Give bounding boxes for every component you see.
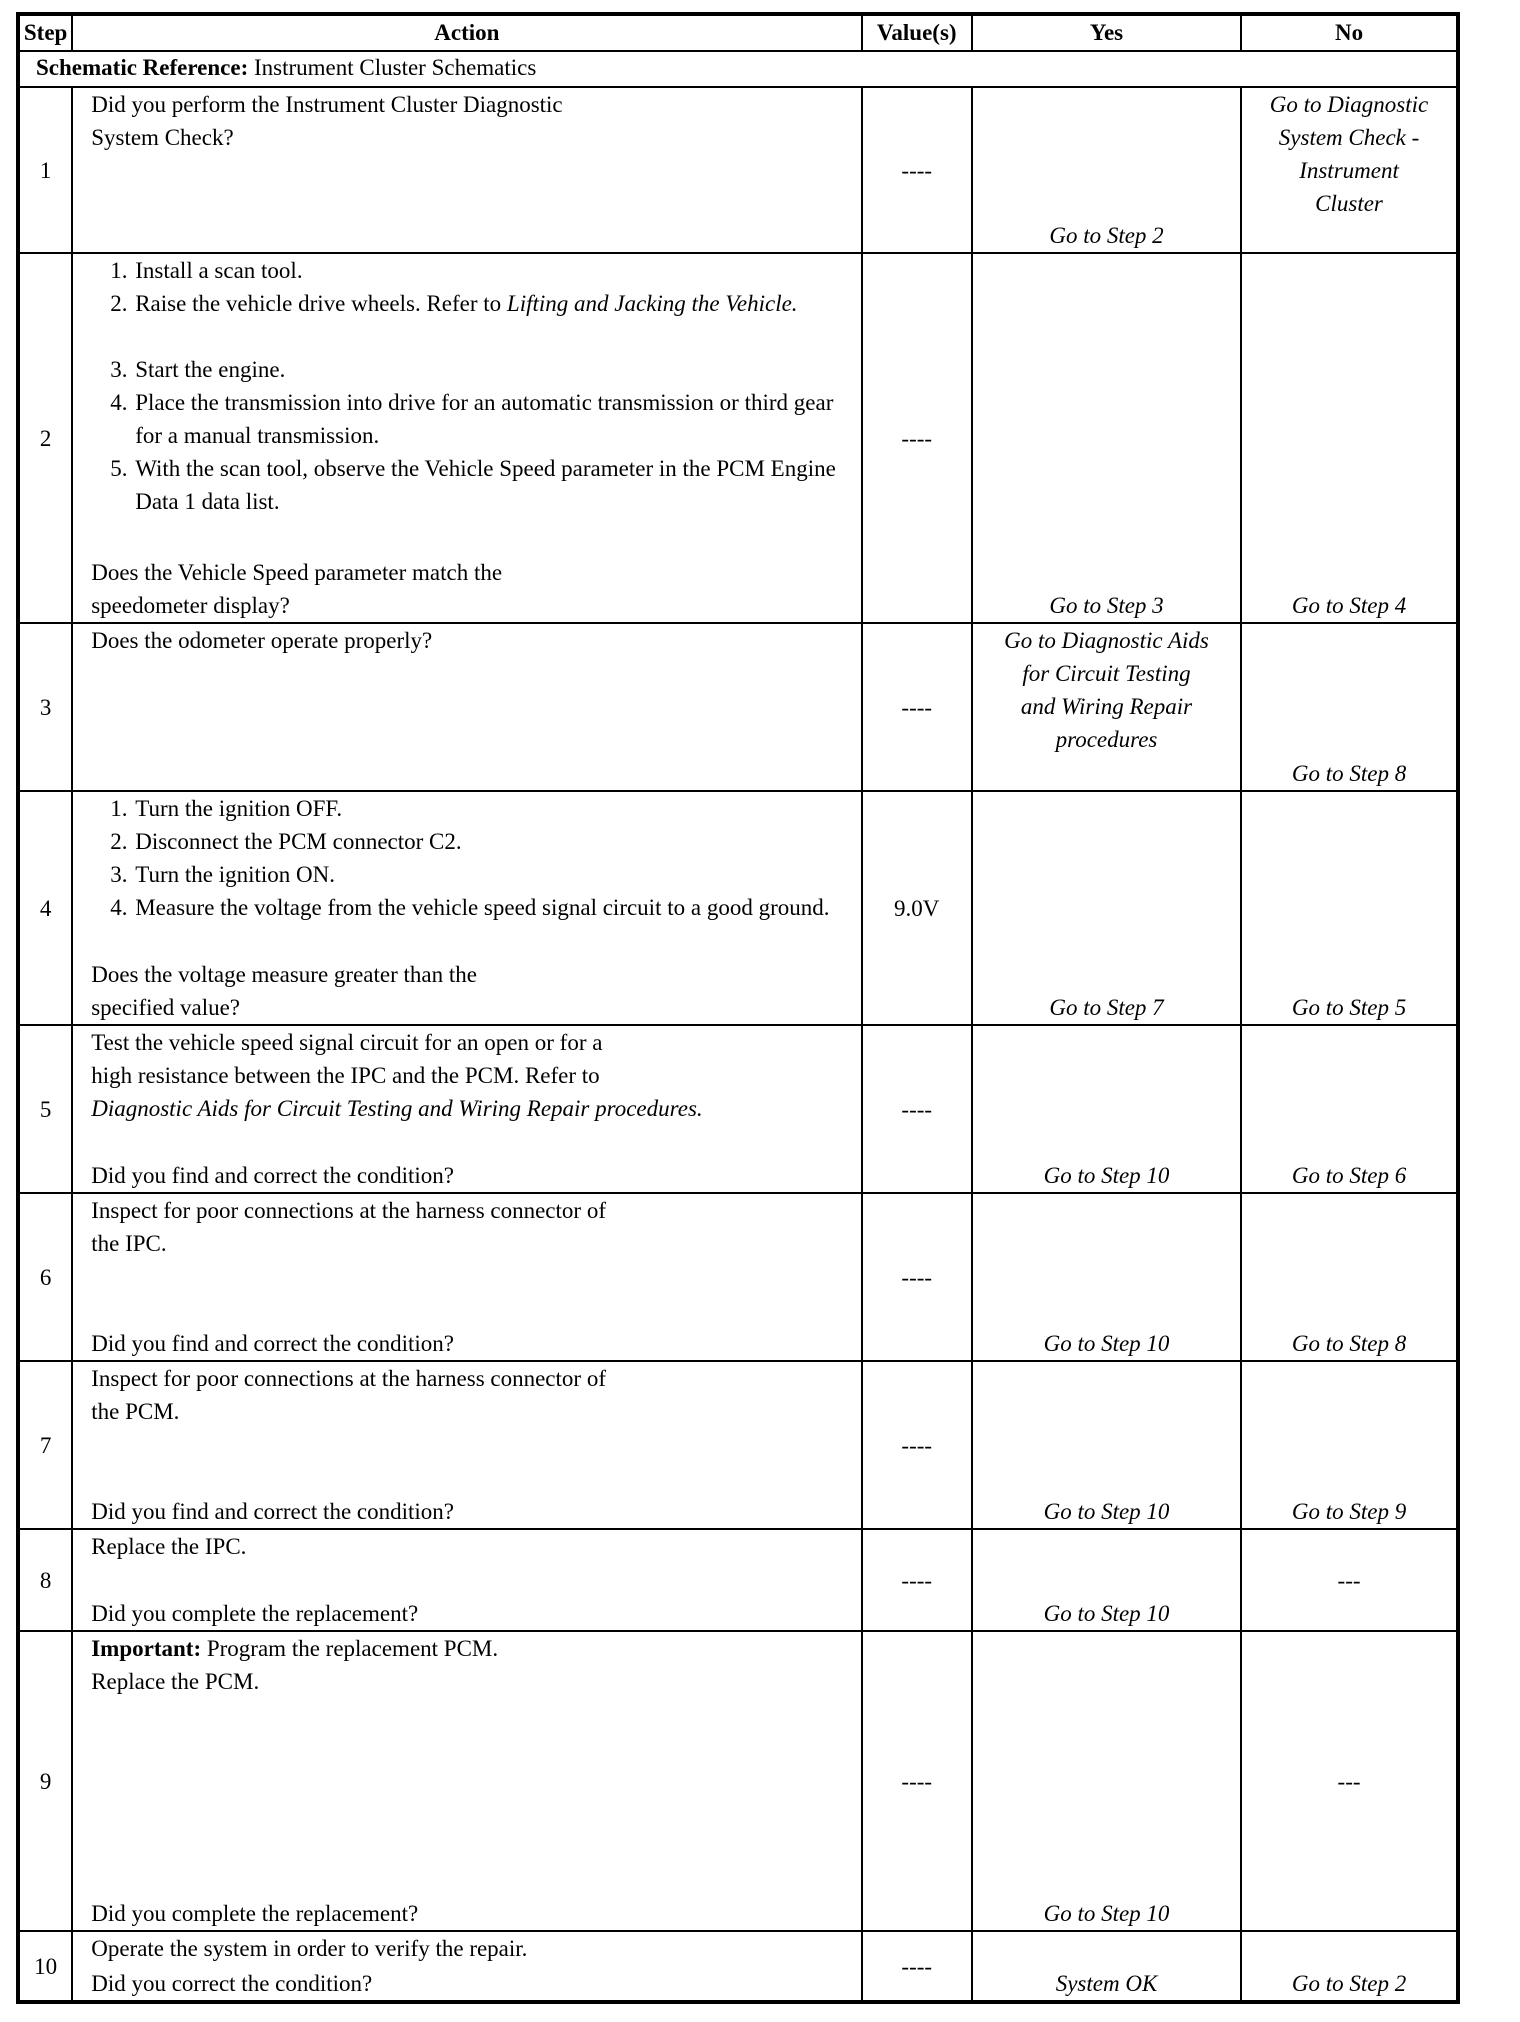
important-note: Important: Program the replacement PCM. <box>91 1636 499 1661</box>
action-text: Did you perform the Instrument Cluster Diagnostic <box>91 92 563 117</box>
header-values: Value(s) <box>862 14 972 51</box>
no-link[interactable]: Go to Step 2 <box>1291 1971 1407 1996</box>
reference-link[interactable]: Diagnostic Aids for Circuit Testing and Wiring Repair procedures. <box>91 1096 703 1121</box>
yes-link[interactable]: procedures <box>1055 727 1158 752</box>
question-text: Does the voltage measure greater than the specified value? <box>91 962 477 1020</box>
yes-link[interactable]: Go to Step 7 <box>1049 995 1164 1020</box>
question-text: Does the Vehicle Speed parameter match the speedometer display? <box>91 560 503 618</box>
action-cell <box>72 253 861 623</box>
no-cell <box>1241 87 1458 253</box>
step-number: 1 <box>18 87 72 253</box>
table-row <box>18 1631 1458 1931</box>
step-number: 8 <box>18 1529 72 1631</box>
value-cell: ---- <box>862 1529 972 1631</box>
no-cell <box>1241 1193 1458 1361</box>
table-row <box>18 1529 1458 1631</box>
header-no: No <box>1241 14 1458 51</box>
no-link[interactable]: Go to Step 4 <box>1291 593 1407 618</box>
question-text: Did you complete the replacement? <box>91 1601 419 1626</box>
action-text: the PCM. <box>91 1399 180 1424</box>
action-text: Operate the system in order to verify the repair. <box>91 1936 528 1961</box>
step-number: 2 <box>18 253 72 623</box>
yes-link[interactable]: Go to Step 3 <box>1049 593 1164 618</box>
step-number: 4 <box>18 791 72 1025</box>
list-item: 1. Install a scan tool. <box>133 254 854 287</box>
action-cell <box>72 1193 861 1361</box>
procedure-list <box>91 792 854 924</box>
value-cell: ---- <box>862 87 972 253</box>
action-text: Test the vehicle speed signal circuit for an open or for a <box>91 1030 603 1055</box>
table-row <box>18 623 1458 791</box>
step-number: 6 <box>18 1193 72 1361</box>
yes-link[interactable]: System OK <box>1055 1971 1158 1996</box>
action-cell <box>72 791 861 1025</box>
question-text: Did you find and correct the condition? <box>91 1331 454 1356</box>
value-cell: ---- <box>862 623 972 791</box>
no-link[interactable]: System Check - <box>1278 125 1420 150</box>
no-cell <box>1241 1361 1458 1529</box>
question-text: Did you complete the replacement? <box>91 1901 419 1926</box>
value-cell: ---- <box>862 1931 972 2002</box>
value-cell: ---- <box>862 1025 972 1193</box>
header-step: Step <box>18 14 72 51</box>
yes-cell <box>972 1631 1241 1931</box>
no-link[interactable]: Go to Step 8 <box>1291 761 1407 786</box>
step-number: 7 <box>18 1361 72 1529</box>
table-row <box>18 1931 1458 2002</box>
table-row <box>18 1361 1458 1529</box>
list-item: 4. Place the transmission into drive for an automatic transmission or third gear for a manual transmission. <box>133 386 854 452</box>
step-number: 9 <box>18 1631 72 1931</box>
action-cell <box>72 1529 861 1631</box>
schematic-reference-label: Schematic Reference: <box>36 55 249 80</box>
action-text: System Check? <box>91 125 234 150</box>
list-item: 5. With the scan tool, observe the Vehicle Speed parameter in the PCM Engine Data 1 data list. <box>133 452 854 518</box>
value-cell: ---- <box>862 1193 972 1361</box>
yes-cell <box>972 253 1241 623</box>
schematic-reference-link[interactable]: Instrument Cluster Schematics <box>253 55 537 80</box>
step-number: 3 <box>18 623 72 791</box>
question-text: Did you correct the condition? <box>91 1971 373 1996</box>
table-row <box>18 1025 1458 1193</box>
list-item: 2. Raise the vehicle drive wheels. Refer to Lifting and Jacking the Vehicle. <box>133 287 854 320</box>
question-text: Did you find and correct the condition? <box>91 1163 454 1188</box>
yes-link[interactable]: Go to Step 10 <box>1043 1331 1170 1356</box>
table-row <box>18 253 1458 623</box>
procedure-list <box>91 254 854 518</box>
yes-link[interactable]: for Circuit Testing <box>1022 661 1191 686</box>
step-number: 5 <box>18 1025 72 1193</box>
list-item: 4. Measure the voltage from the vehicle speed signal circuit to a good ground. <box>133 891 854 924</box>
action-cell <box>72 87 861 253</box>
action-text: Inspect for poor connections at the harness connector of <box>91 1366 606 1391</box>
yes-cell <box>972 791 1241 1025</box>
value-cell: 9.0V <box>862 791 972 1025</box>
no-cell <box>1241 1931 1458 2002</box>
reference-link[interactable]: Lifting and Jacking the Vehicle. <box>506 291 798 316</box>
action-cell <box>72 623 861 791</box>
yes-link[interactable]: Go to Step 10 <box>1043 1901 1170 1926</box>
yes-cell <box>972 1193 1241 1361</box>
yes-cell <box>972 1025 1241 1193</box>
table-row <box>18 791 1458 1025</box>
no-link[interactable]: Go to Step 5 <box>1291 995 1407 1020</box>
no-link[interactable]: Instrument <box>1299 158 1399 183</box>
yes-link[interactable]: Go to Diagnostic Aids <box>1004 628 1209 653</box>
yes-cell <box>972 87 1241 253</box>
action-cell <box>72 1361 861 1529</box>
action-text: the IPC. <box>91 1231 167 1256</box>
no-link[interactable]: Cluster <box>1315 191 1383 216</box>
no-cell <box>1241 253 1458 623</box>
no-link[interactable]: Go to Diagnostic <box>1269 92 1429 117</box>
yes-link[interactable]: and Wiring Repair <box>1020 694 1193 719</box>
diagnostic-table <box>16 12 1460 2004</box>
no-link[interactable]: Go to Step 8 <box>1291 1331 1407 1356</box>
yes-cell <box>972 1361 1241 1529</box>
yes-link[interactable]: Go to Step 10 <box>1043 1601 1170 1626</box>
action-text: high resistance between the IPC and the PCM. Refer to <box>91 1063 600 1088</box>
question-text: Does the odometer operate properly? <box>91 628 433 653</box>
action-cell <box>72 1631 861 1931</box>
value-cell: ---- <box>862 1361 972 1529</box>
yes-cell <box>972 1529 1241 1631</box>
list-item: 3. Turn the ignition ON. <box>133 858 854 891</box>
header-action: Action <box>72 14 861 51</box>
action-cell <box>72 1931 861 2002</box>
list-item: 1. Turn the ignition OFF. <box>133 792 854 825</box>
yes-link[interactable]: Go to Step 10 <box>1043 1163 1170 1188</box>
value-cell: ---- <box>862 1631 972 1931</box>
yes-link[interactable]: Go to Step 2 <box>1049 223 1164 248</box>
yes-link[interactable]: Go to Step 10 <box>1043 1499 1170 1524</box>
action-cell <box>72 1025 861 1193</box>
yes-cell <box>972 1931 1241 2002</box>
action-text: Inspect for poor connections at the harness connector of <box>91 1198 606 1223</box>
list-item: 3. Start the engine. <box>133 353 854 386</box>
table-row <box>18 87 1458 253</box>
no-cell <box>1241 623 1458 791</box>
value-cell: ---- <box>862 253 972 623</box>
schematic-reference-row <box>18 51 1458 87</box>
header-yes: Yes <box>972 14 1241 51</box>
no-cell: --- <box>1241 1529 1458 1631</box>
header-row <box>18 14 1458 51</box>
question-text: Did you find and correct the condition? <box>91 1499 454 1524</box>
list-item: 2. Disconnect the PCM connector C2. <box>133 825 854 858</box>
action-text: Replace the IPC. <box>91 1534 247 1559</box>
no-cell: --- <box>1241 1631 1458 1931</box>
table-row <box>18 1193 1458 1361</box>
no-cell <box>1241 791 1458 1025</box>
no-cell <box>1241 1025 1458 1193</box>
no-link[interactable]: Go to Step 6 <box>1291 1163 1407 1188</box>
yes-cell <box>972 623 1241 791</box>
action-text: Replace the PCM. <box>91 1669 260 1694</box>
schematic-reference <box>18 51 1458 87</box>
no-link[interactable]: Go to Step 9 <box>1291 1499 1407 1524</box>
step-number: 10 <box>18 1931 72 2002</box>
